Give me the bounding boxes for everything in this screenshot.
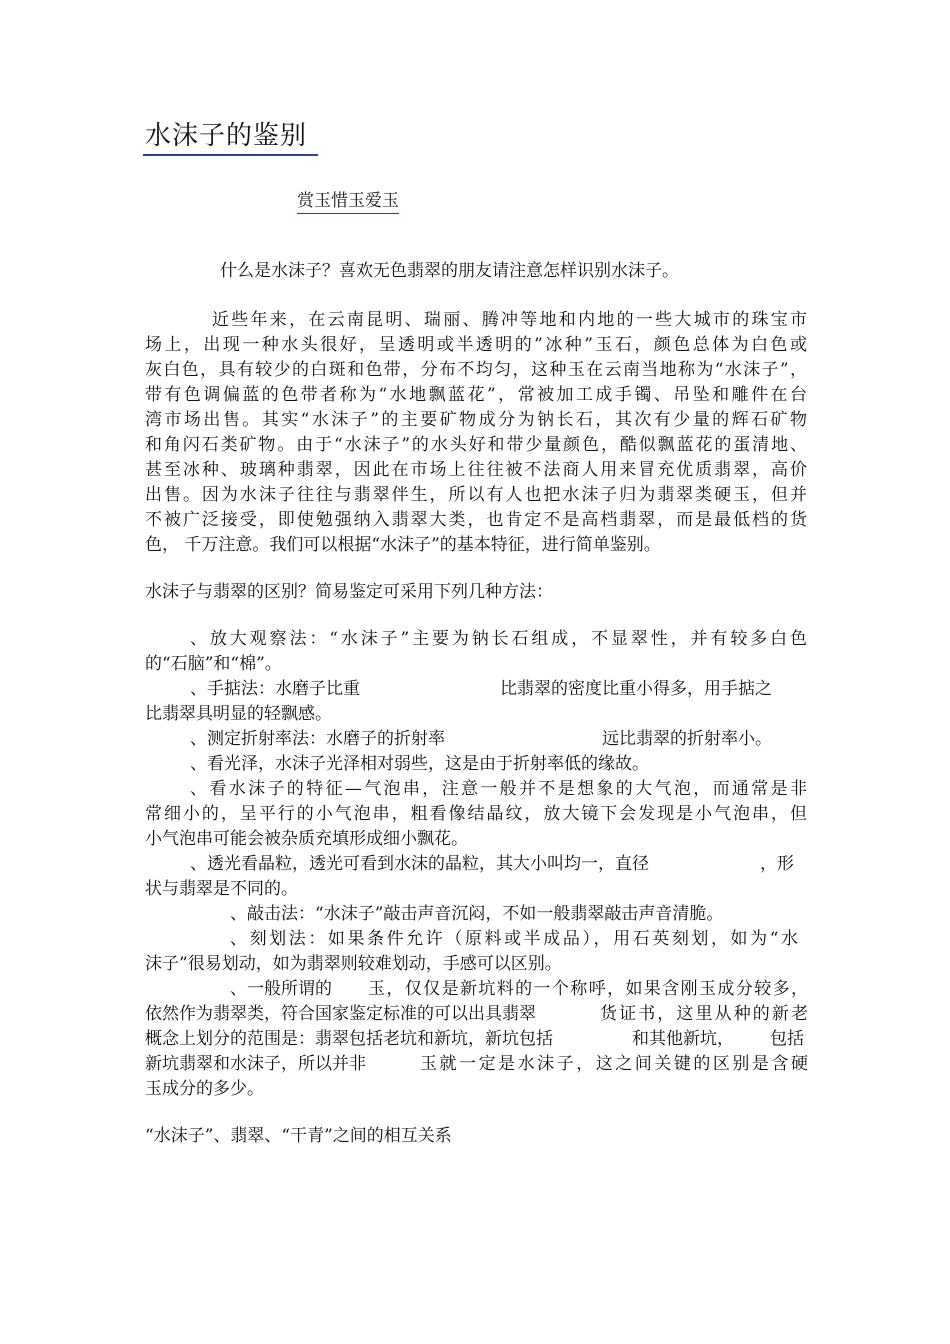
method-line: 状与翡翠是不同的。: [145, 879, 298, 899]
paragraph-line: 灰白色，具有较少的白斑和色带，分布不均匀，这种玉在云南当地称为“水沫子”，: [145, 360, 807, 380]
method-line: 沫子”很易划动，如为翡翠则较难划动，手感可以区别。: [145, 954, 562, 974]
method-line: 、测定折射率法：水磨子的折射率: [190, 729, 445, 749]
paragraph-line: 近些年来，在云南昆明、瑞丽、腾冲等地和内地的一些大城市的珠宝市: [212, 310, 807, 330]
method-line: 比翡翠具明显的轻飘感。: [145, 704, 332, 724]
paragraph-line: 带有色调偏蓝的色带者称为“水地飘蓝花”，常被加工成手镯、吊坠和雕件在台: [145, 385, 807, 405]
document-subtitle-link[interactable]: 赏玉惜玉爱玉: [297, 186, 399, 214]
paragraph-line: 湾市场出售。其实“水沫子”的主要矿物成分为钠长石，其次有少量的辉石矿物: [145, 410, 807, 430]
document-title: 水沫子的鉴别: [145, 121, 308, 151]
paragraph-line: 场上，出现一种水头很好，呈透明或半透明的”冰种”玉石，颜色总体为白色或: [145, 335, 807, 355]
method-line: 远比翡翠的折射率小。: [602, 729, 772, 749]
paragraph-line: 不被广泛接受，即使勉强纳入翡翠大类，也肯定不是高档翡翠，而是最低档的货: [145, 510, 807, 530]
method-line: 玉就一定是水沫子，这之间关键的区别是含硬: [420, 1054, 808, 1074]
method-line: 、透光看晶粒，透光可看到水沫的晶粒，其大小叫均一，直径: [190, 854, 649, 874]
method-line: 、看水沫子的特征—气泡串，注意一般并不是想象的大气泡，而通常是非: [190, 779, 807, 799]
method-line: ，形: [760, 854, 794, 874]
method-line: 玉成分的多少。: [145, 1079, 264, 1099]
methods-heading: 水沫子与翡翠的区别？简易鉴定可采用下列几种方法：: [145, 582, 553, 602]
intro-line: 什么是水沫子？喜欢无色翡翠的朋友请注意怎样识别水沫子。: [220, 261, 679, 281]
paragraph-line: 甚至冰种、玻璃种翡翠，因此在市场上往往被不法商人用来冒充优质翡翠，高价: [145, 460, 807, 480]
method-line: 、刻划法：如果条件允许（原料或半成品），用石英刻划，如为“水: [230, 929, 798, 949]
paragraph-line: 出售。因为水沫子往往与翡翠伴生，所以有人也把水沫子归为翡翠类硬玉，但并: [145, 485, 807, 505]
method-line: 依然作为翡翠类，符合国家鉴定标准的可以出具翡翠: [145, 1004, 536, 1024]
method-line: 包括: [770, 1029, 804, 1049]
method-line: 小气泡串可能会被杂质充填形成细小飘花。: [145, 829, 468, 849]
title-underline: [143, 154, 318, 156]
relation-heading: “水沫子”、翡翠、“干青”之间的相互关系: [145, 1126, 452, 1146]
method-line: 新坑翡翠和水沫子，所以并非: [145, 1054, 366, 1074]
method-line: 常细小的，呈平行的小气泡串，粗看像结晶纹，放大镜下会发现是小气泡串，但: [145, 804, 807, 824]
method-line: 、敲击法：“水沫子”敲击声音沉闷，不如一般翡翠敲击声音清脆。: [230, 904, 724, 924]
method-line: 和其他新坑，: [632, 1029, 734, 1049]
method-line: 的“石脑”和“棉”。: [145, 654, 282, 674]
paragraph-line: 色， 千万注意。我们可以根据“水沫子”的基本特征，进行简单鉴别。: [145, 535, 661, 555]
method-line: 、一般所谓的: [230, 979, 332, 999]
method-line: 、看光泽，水沫子光泽相对弱些，这是由于折射率低的缘故。: [190, 754, 649, 774]
method-line: 玉，仅仅是新坑料的一个称呼，如果含刚玉成分较多，: [368, 979, 808, 999]
paragraph-line: 和角闪石类矿物。由于“水沫子”的水头好和带少量颜色，酷似飘蓝花的蛋清地、: [145, 435, 807, 455]
method-line: 概念上划分的范围是：翡翠包括老坑和新坑，新坑包括: [145, 1029, 553, 1049]
method-line: 、放大观察法：“水沫子”主要为钠长石组成，不显翠性，并有较多白色: [190, 629, 807, 649]
method-line: 比翡翠的密度比重小得多，用手掂之: [500, 679, 772, 699]
method-line: 货证书，这里从种的新老: [600, 1004, 808, 1024]
method-line: 、手掂法：水磨子比重: [190, 679, 360, 699]
